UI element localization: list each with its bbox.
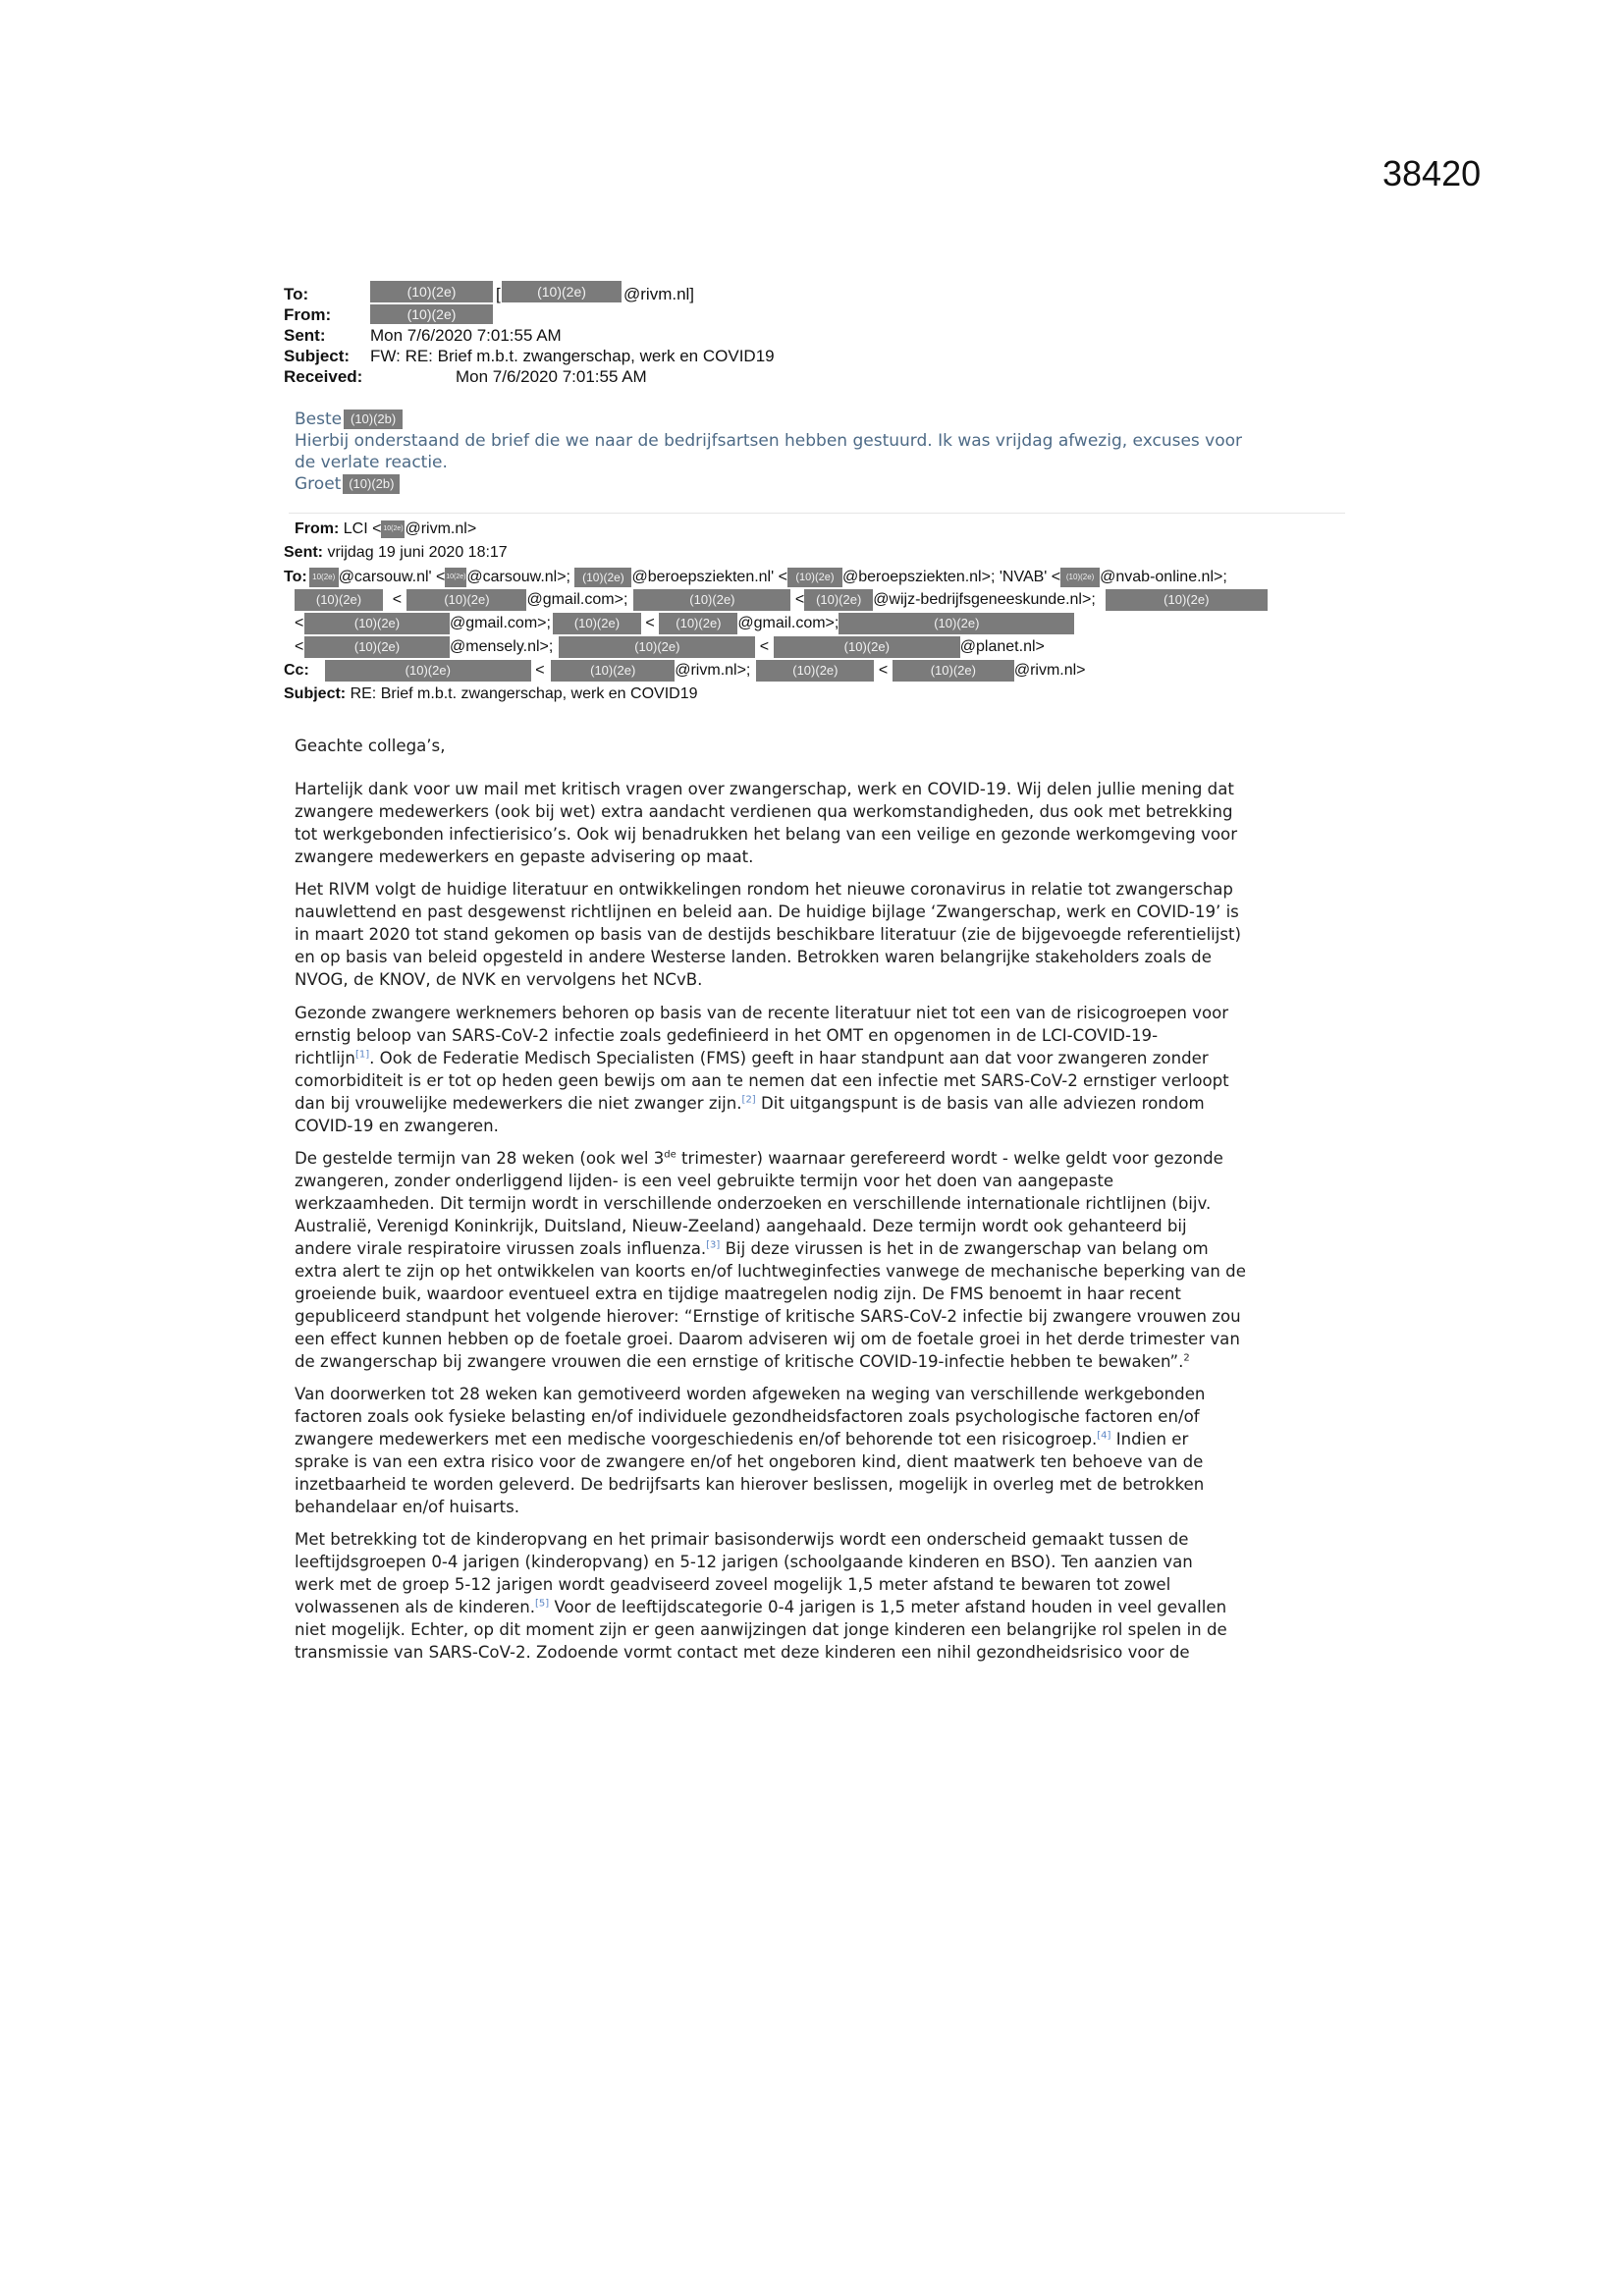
footnote-link[interactable]: [3]: [706, 1239, 721, 1251]
redaction-box: (10)(2e): [774, 636, 960, 658]
preface-greeting: Beste (10)(2b): [295, 409, 403, 430]
paragraph-3: [295, 1002, 1345, 1137]
paragraph-2: [295, 878, 1345, 991]
paragraph-line: NVOG, de KNOV, de NVK en vervolgens het NCvB.: [295, 970, 703, 989]
document-id: 38420: [1382, 153, 1482, 193]
redaction-box: (10)(2e): [893, 660, 1014, 682]
outer-to-label: To:: [284, 285, 309, 303]
paragraph-line: De gestelde termijn van 28 weken (ook wel 3de trimester) waarnaar gerefereerd wordt - welke geldt voor gezonde: [295, 1149, 1223, 1168]
inner-cc-row: Cc: (10)(2e) < (10)(2e) @rivm.nl>; (10)(2e) < (10)(2e) @rivm.nl>: [284, 660, 1086, 682]
preface-line-1: Hierbij onderstaand de brief die we naar de bedrijfsartsen hebben gestuurd. Ik was vrijdag afwezig, excuses voor: [295, 431, 1243, 451]
preface-closing: Groet (10)(2b): [295, 473, 400, 495]
outer-received-value: Mon 7/6/2020 7:01:55 AM: [456, 367, 647, 386]
paragraph-line: Met betrekking tot de kinderopvang en het primair basisonderwijs wordt een onderscheid gemaakt tussen de: [295, 1530, 1189, 1549]
paragraph-line: gepubliceerd standpunt het volgende hierover: “Ernstige of kritische SARS-CoV-2 infectie bij zwangere vrouwen zou: [295, 1307, 1241, 1326]
footnote-link[interactable]: [5]: [535, 1598, 550, 1610]
footnote-link[interactable]: [4]: [1097, 1430, 1111, 1442]
redaction-box: (10)(2e): [574, 568, 631, 587]
superscript: de: [664, 1149, 677, 1161]
outer-subject-label: Subject:: [284, 347, 351, 365]
paragraph-line: extra alert te zijn op het ontwikkelen van koorts en/of luchtweginfecties vanwege de mechanische beperking van de: [295, 1262, 1246, 1281]
outer-to-bracket: [: [496, 285, 501, 303]
redaction-box: 10(2e): [309, 568, 339, 587]
paragraph-line: Het RIVM volgt de huidige literatuur en ontwikkelingen rondom het nieuwe coronavirus in relatie tot zwangerschap: [295, 880, 1233, 899]
paragraph-line: behandelaar en/of huisarts.: [295, 1498, 520, 1516]
redaction-box: 10(2e): [381, 520, 405, 538]
paragraph-line: Hartelijk dank voor uw mail met kritisch vragen over zwangerschap, werk en COVID-19. Wij delen jullie mening dat: [295, 780, 1234, 798]
paragraph-line: tot werkgebonden infectierisico’s. Ook wij benadrukken het belang van een veilige en gezonde werkomgeving voor: [295, 825, 1238, 844]
outer-to-domain: @rivm.nl]: [623, 285, 695, 303]
paragraph-line: Van doorwerken tot 28 weken kan gemotiveerd worden afgeweken na weging van verschillende werkgebonden: [295, 1385, 1206, 1403]
redaction-box: (10)(2e): [559, 636, 755, 658]
paragraph-line: Gezonde zwangere werknemers behoren op basis van de recente literatuur niet tot een van de risicogroepen voor: [295, 1004, 1229, 1022]
paragraph-line: niet mogelijk. Echter, op dit moment zijn er geen aanwijzingen dat jonge kinderen een belangrijke rol spelen in de: [295, 1620, 1227, 1639]
paragraph-line: zwangere medewerkers (ook bij wet) extra aandacht verdienen qua werkomstandigheden, dus ook met betrekking: [295, 802, 1233, 821]
paragraph-line: dan bij vrouwelijke medewerkers die niet zwanger zijn.[2] Dit uitgangspunt is de basis van alle adviezen rondom: [295, 1094, 1205, 1113]
redaction-box: (10)(2e): [633, 589, 790, 611]
redaction-box: (10)(2e): [370, 281, 493, 302]
paragraph-line: factoren zoals ook fysieke belasting en/of individuele gezondheidsfactoren zoals psychologische factoren en/of: [295, 1407, 1200, 1426]
outer-from-row: [284, 305, 578, 325]
paragraph-line: transmissie van SARS-CoV-2. Zodoende vormt contact met deze kinderen een nihil gezondheidsrisico voor de: [295, 1643, 1190, 1662]
salutation: Geachte collega’s,: [295, 737, 446, 755]
outer-subject-value: FW: RE: Brief m.b.t. zwangerschap, werk en COVID19: [370, 347, 775, 365]
paragraph-line: werk met de groep 5-12 jarigen wordt geadviseerd zoveel mogelijk 1,5 meter afstand te bewaren tot zowel: [295, 1575, 1171, 1594]
paragraph-line: COVID-19 en zwangeren.: [295, 1117, 499, 1135]
paragraph-line: een effect kunnen hebben op de foetale groei. Daarom adviseren wij om de foetale groei in het derde trimester van: [295, 1330, 1240, 1348]
inner-to-line-1: To: 10(2e) @carsouw.nl' <10(2e)@carsouw.nl>; (10)(2e) @beroepsziekten.nl' < (10)(2e) @beroepsziekten.nl>; 'NVAB' < (10)(2e) @nvab-online.nl>;: [284, 569, 1227, 586]
redaction-box: (10)(2b): [343, 474, 400, 494]
inner-to-line-4: < (10)(2e) @mensely.nl>; (10)(2e) < (10)(2e) @planet.nl>: [295, 636, 1045, 658]
redaction-box: 10(2e): [445, 568, 466, 587]
redaction-box: (10)(2e): [804, 589, 873, 611]
redaction-box: (10)(2e): [787, 568, 842, 587]
inner-from-row: From: LCI < 10(2e) @rivm.nl>: [295, 520, 477, 538]
preface-line-2: de verlate reactie.: [295, 453, 448, 472]
email-body: [295, 735, 1345, 757]
paragraph-4: [295, 1147, 1345, 1373]
paragraph-line: werkzaamheden. Dit termijn wordt in verschillende onderzoeken en verschillende internationale richtlijnen (bijv.: [295, 1194, 1212, 1213]
paragraph-line: en op basis van beleid opgesteld in andere Westerse landen. Betrokken waren belangrijke stakeholders zoals de: [295, 948, 1212, 966]
inner-subject-row: Subject: RE: Brief m.b.t. zwangerschap, werk en COVID19: [284, 685, 698, 702]
footnote-link[interactable]: [2]: [741, 1094, 756, 1106]
paragraph-1: [295, 778, 1345, 868]
divider: [289, 513, 1345, 514]
redaction-box: (10)(2e): [304, 636, 450, 658]
redaction-box: (10)(2e): [295, 589, 383, 611]
outer-subject-row: [284, 347, 873, 366]
redaction-box: (10)(2e): [304, 613, 450, 634]
paragraph-line: in maart 2020 tot stand gekomen op basis van de destijds beschikbare literatuur (zie de bijgevoegde referentielijst): [295, 925, 1242, 944]
redaction-box: (10)(2e): [370, 304, 493, 324]
outer-sent-label: Sent:: [284, 326, 326, 345]
paragraph-5: [295, 1383, 1345, 1518]
outer-from-label: From:: [284, 305, 332, 324]
superscript: 2: [1183, 1352, 1190, 1364]
paragraph-line: leeftijdsgroepen 0-4 jarigen (kinderopvang) en 5-12 jarigen (schoolgaande kinderen en BSO). Ten aanzien van: [295, 1553, 1193, 1571]
redaction-box: (10)(2e): [659, 613, 737, 634]
paragraph-line: sprake is van een extra risico voor de zwangere en/of het ongeboren kind, dient maatwerk ten behoeve van de: [295, 1452, 1204, 1471]
outer-sent-value: Mon 7/6/2020 7:01:55 AM: [370, 326, 562, 345]
outer-received-label: Received:: [284, 367, 363, 386]
paragraph-line: ernstig beloop van SARS-CoV-2 infectie zoals gedefinieerd in het OMT en opgenomen in de LCI-COVID-19-: [295, 1026, 1159, 1045]
redaction-box: (10)(2e): [1106, 589, 1268, 611]
outer-received-row: [284, 367, 775, 387]
inner-to-line-3: < (10)(2e) @gmail.com>; (10)(2e) < (10)(2e) @gmail.com>; (10)(2e): [295, 613, 1074, 634]
paragraph-line: inzetbaarheid te worden geleverd. De bedrijfsarts kan hierover beslissen, mogelijk in overleg met de betrokken: [295, 1475, 1205, 1494]
redaction-box: (10)(2e): [839, 613, 1074, 634]
paragraph-line: nauwlettend en past desgewenst richtlijnen en beleid aan. De huidige bijlage ‘Zwangerschap, werk en COVID-19’ is: [295, 902, 1239, 921]
paragraph-line: groeiende buik, waardoor eventueel extra en tijdige maatregelen nodig zijn. De FMS benoemt in haar recent: [295, 1285, 1181, 1303]
paragraph-line: volwassenen als de kinderen.[5] Voor de leeftijdscategorie 0-4 jarigen is 1,5 meter afstand houden in veel gevallen: [295, 1598, 1227, 1616]
inner-sent-row: Sent: vrijdag 19 juni 2020 18:17: [284, 544, 508, 561]
paragraph-line: zwangeren, zonder onderliggend lijden- is een veel gebruikte termijn voor het doen van aangepaste: [295, 1172, 1114, 1190]
redaction-box: (10)(2e): [551, 660, 675, 682]
paragraph-line: richtlijn[1]. Ook de Federatie Medisch Specialisten (FMS) geeft in haar standpunt aan dat voor zwangeren zonder: [295, 1049, 1209, 1067]
redaction-box: (10)(2e): [553, 613, 641, 634]
outer-to-row: [284, 285, 794, 304]
footnote-link[interactable]: [1]: [354, 1049, 370, 1061]
paragraph-line: Australië, Verenigd Koninkrijk, Duitsland, Nieuw-Zeeland) aangehaald. Deze termijn wordt ook gehanteerd bij: [295, 1217, 1187, 1235]
redaction-box: (10)(2e): [1060, 568, 1100, 587]
redaction-box: (10)(2e): [756, 660, 874, 682]
paragraph-6: [295, 1528, 1345, 1664]
redaction-box: (10)(2e): [325, 660, 531, 682]
outer-sent-row: [284, 326, 775, 346]
paragraph-line: zwangere medewerkers met een medische voorgeschiedenis en/of behorende tot een risicogroep.[4] Indien er: [295, 1430, 1189, 1449]
paragraph-line: de zwangerschap bij zwangere vrouwen die een ernstige of kritische COVID-19-infectie hebben te bewaken”.$^2$: [295, 1352, 1190, 1371]
redaction-box: (10)(2e): [502, 281, 622, 302]
paragraph-line: zwangere medewerkers en gepaste advisering op maat.: [295, 847, 754, 866]
paragraph-line: andere virale respiratoire virussen zoals influenza.[3] Bij deze virussen is het in de zwangerschap van belang om: [295, 1239, 1209, 1258]
redaction-box: (10)(2e): [406, 589, 526, 611]
redaction-box: (10)(2b): [344, 410, 403, 429]
paragraph-line: comorbiditeit is er tot op heden geen bewijs om aan te nemen dat een infectie met SARS-CoV-2 ernstiger verloopt: [295, 1071, 1229, 1090]
inner-to-line-2: (10)(2e) < (10)(2e) @gmail.com>; (10)(2e) < (10)(2e) @wijz-bedrijfsgeneeskunde.nl>; (10)(2e): [295, 589, 1268, 611]
